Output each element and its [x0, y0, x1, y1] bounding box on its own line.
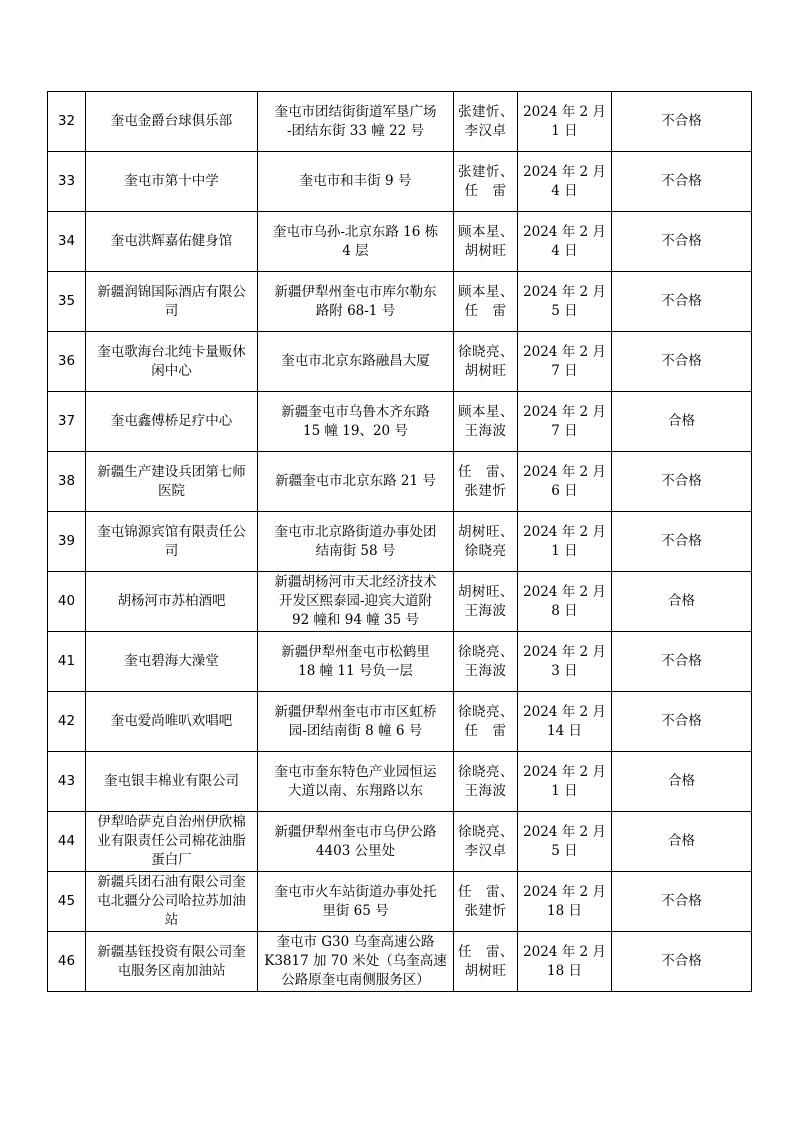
inspectors-line: 王海波: [464, 422, 507, 439]
address-line: 开发区熙泰园-迎宾大道附: [278, 593, 433, 609]
inspection-date-cell: [518, 392, 612, 452]
inspectors-line: 张建忻: [464, 482, 507, 499]
entity-name-line: 蛋白厂: [151, 852, 192, 868]
table-row: [48, 692, 752, 752]
inspection-date-cell: [518, 932, 612, 992]
entity-name-line: 闲中心: [151, 362, 192, 379]
inspection-date-cell: [518, 152, 612, 212]
inspection-date-cell: [518, 752, 612, 812]
result-cell: 不合格: [612, 512, 752, 572]
address-line: 奎屯市 G30 乌奎高速公路: [276, 934, 435, 950]
address-cell: [258, 932, 454, 992]
address-line: 奎屯市乌孙-北京东路 16 栋: [272, 223, 439, 240]
inspectors-line: 胡树旺、: [458, 523, 514, 540]
table-row: [48, 452, 752, 512]
entity-name-line: 站: [164, 912, 179, 928]
table-row: [48, 152, 752, 212]
entity-name-line: 奎屯银丰棉业有限公司: [104, 773, 239, 789]
inspection-date-cell: [518, 872, 612, 932]
inspectors-cell: [454, 632, 518, 692]
entity-name-cell: [86, 512, 258, 572]
inspection-date-line: 14 日: [547, 722, 582, 739]
entity-name-cell: [86, 812, 258, 872]
inspection-table-body: [48, 92, 752, 992]
address-line: 新疆伊犁州奎屯市市区虹桥: [274, 703, 437, 720]
result-cell: 合格: [612, 812, 752, 872]
inspectors-line: 徐晓亮: [464, 542, 507, 559]
entity-name-cell: [86, 572, 258, 632]
inspection-date-line: 2024 年 2 月: [523, 463, 606, 480]
entity-name-line: 奎屯洪辉嘉佑健身馆: [110, 233, 233, 249]
table-row: [48, 92, 752, 152]
entity-name-line: 业有限责任公司棉花油脂: [97, 833, 246, 849]
result-cell: 不合格: [612, 452, 752, 512]
inspection-table: [47, 91, 752, 992]
inspectors-cell: [454, 572, 518, 632]
inspectors-cell: [454, 272, 518, 332]
inspectors-line: 任 雷: [464, 182, 507, 199]
address-cell: [258, 452, 454, 512]
address-line: 新疆奎屯市乌鲁木齐东路: [281, 403, 430, 420]
address-cell: [258, 872, 454, 932]
inspectors-line: 顾本星、: [458, 403, 514, 420]
inspectors-line: 顾本星、: [458, 283, 514, 300]
entity-name-cell: [86, 632, 258, 692]
inspection-date-cell: [518, 332, 612, 392]
row-number-cell: 45: [48, 872, 86, 932]
address-line: 奎屯市火车站街道办事处托: [274, 883, 437, 900]
address-line: 15 幢 19、20 号: [303, 422, 408, 439]
row-number-cell: 46: [48, 932, 86, 992]
inspectors-line: 胡树旺、: [458, 583, 514, 600]
inspectors-cell: [454, 212, 518, 272]
inspection-date-cell: [518, 452, 612, 512]
inspectors-cell: [454, 812, 518, 872]
address-cell: [258, 512, 454, 572]
result-cell: 不合格: [612, 692, 752, 752]
address-line: 结南街 58 号: [315, 542, 396, 559]
entity-name-cell: [86, 392, 258, 452]
address-cell: [258, 332, 454, 392]
entity-name-line: 屯北疆分公司哈拉苏加油: [97, 893, 246, 909]
entity-name-line: 司: [164, 302, 179, 319]
entity-name-line: 胡杨河市苏柏酒吧: [117, 593, 226, 609]
inspectors-line: 张建忻、: [458, 103, 514, 120]
entity-name-cell: [86, 92, 258, 152]
result-cell: 不合格: [612, 932, 752, 992]
table-row: [48, 332, 752, 392]
inspectors-line: 任 雷: [464, 302, 507, 319]
inspectors-line: 王海波: [464, 602, 507, 619]
row-number-cell: 44: [48, 812, 86, 872]
entity-name-cell: [86, 752, 258, 812]
entity-name-line: 奎屯市第十中学: [124, 173, 219, 189]
address-line: 公路原奎屯南侧服务区）: [281, 972, 430, 988]
inspection-date-line: 5 日: [551, 302, 578, 319]
entity-name-cell: [86, 332, 258, 392]
inspectors-line: 胡树旺: [464, 362, 507, 379]
address-cell: [258, 92, 454, 152]
inspectors-line: 顾本星、: [458, 223, 514, 240]
address-line: 新疆伊犁州奎屯市库尔勒东: [274, 283, 437, 300]
address-cell: [258, 152, 454, 212]
inspectors-line: 张建忻: [464, 902, 507, 919]
entity-name-line: 新疆兵团石油有限公司奎: [97, 874, 246, 890]
address-line: 奎屯市北京路街道办事处团: [274, 523, 437, 540]
inspection-date-line: 2024 年 2 月: [523, 703, 606, 720]
result-cell: 不合格: [612, 212, 752, 272]
result-cell: 不合格: [612, 332, 752, 392]
entity-name-line: 新疆润锦国际酒店有限公: [97, 283, 246, 300]
inspection-date-line: 2024 年 2 月: [523, 883, 606, 900]
inspectors-cell: [454, 92, 518, 152]
inspection-date-line: 1 日: [551, 122, 578, 139]
inspectors-cell: [454, 752, 518, 812]
inspection-date-line: 7 日: [551, 362, 578, 379]
table-row: [48, 572, 752, 632]
row-number-cell: 41: [48, 632, 86, 692]
address-cell: [258, 632, 454, 692]
inspectors-line: 李汉卓: [464, 842, 507, 859]
inspectors-cell: [454, 872, 518, 932]
inspection-date-line: 2024 年 2 月: [523, 163, 606, 180]
inspection-date-line: 6 日: [551, 482, 578, 499]
address-line: 奎屯市奎东特色产业园恒运: [274, 763, 437, 780]
row-number-cell: 33: [48, 152, 86, 212]
table-row: [48, 812, 752, 872]
address-line: -团结东街 33 幢 22 号: [286, 122, 425, 139]
inspectors-cell: [454, 692, 518, 752]
entity-name-line: 奎屯金爵台球俱乐部: [110, 113, 233, 129]
row-number-cell: 38: [48, 452, 86, 512]
inspection-date-line: 2024 年 2 月: [523, 283, 606, 300]
address-line: 奎屯市北京东路融昌大厦: [281, 353, 430, 369]
inspection-date-line: 2024 年 2 月: [523, 343, 606, 360]
address-cell: [258, 692, 454, 752]
address-cell: [258, 392, 454, 452]
address-line: 路附 68-1 号: [315, 302, 396, 319]
inspection-date-line: 2024 年 2 月: [523, 523, 606, 540]
inspectors-line: 胡树旺: [464, 962, 507, 979]
table-row: [48, 632, 752, 692]
address-line: 里街 65 号: [322, 902, 389, 919]
entity-name-line: 屯服务区南加油站: [117, 962, 226, 979]
row-number-cell: 34: [48, 212, 86, 272]
inspectors-line: 胡树旺: [464, 242, 507, 259]
entity-name-line: 新疆生产建设兵团第七师: [97, 463, 246, 480]
address-line: 18 幢 11 号负一层: [298, 662, 413, 679]
row-number-cell: 36: [48, 332, 86, 392]
inspection-date-line: 2024 年 2 月: [523, 403, 606, 420]
address-line: 4403 公里处: [315, 842, 396, 859]
row-number-cell: 40: [48, 572, 86, 632]
inspectors-line: 任 雷、: [458, 943, 514, 960]
inspectors-line: 任 雷、: [458, 883, 514, 900]
inspectors-cell: [454, 932, 518, 992]
result-cell: 不合格: [612, 632, 752, 692]
table-row: [48, 392, 752, 452]
entity-name-cell: [86, 212, 258, 272]
inspectors-line: 张建忻、: [458, 163, 514, 180]
result-cell: 合格: [612, 572, 752, 632]
inspection-date-line: 8 日: [551, 602, 578, 619]
result-cell: 合格: [612, 752, 752, 812]
address-line: 大道以南、东翔路以东: [288, 782, 423, 799]
entity-name-line: 新疆基钰投资有限公司奎: [97, 943, 246, 960]
entity-name-line: 司: [164, 542, 179, 559]
entity-name-line: 奎屯爱尚唯叭欢唱吧: [110, 713, 233, 729]
address-line: 新疆奎屯市北京东路 21 号: [275, 473, 436, 489]
inspectors-cell: [454, 512, 518, 572]
inspection-date-line: 3 日: [551, 662, 578, 679]
inspectors-line: 王海波: [464, 662, 507, 679]
inspectors-line: 徐晓亮、: [458, 763, 514, 780]
entity-name-cell: [86, 272, 258, 332]
address-cell: [258, 212, 454, 272]
row-number-cell: 39: [48, 512, 86, 572]
inspection-date-cell: [518, 212, 612, 272]
inspection-date-line: 7 日: [551, 422, 578, 439]
inspection-date-line: 1 日: [551, 782, 578, 799]
inspection-date-cell: [518, 512, 612, 572]
address-line: 奎屯市团结街街道军垦广场: [274, 103, 437, 120]
inspection-date-line: 18 日: [547, 962, 582, 979]
table-row: [48, 512, 752, 572]
inspection-date-cell: [518, 632, 612, 692]
table-row: [48, 212, 752, 272]
table-row: [48, 272, 752, 332]
inspectors-cell: [454, 452, 518, 512]
address-cell: [258, 752, 454, 812]
inspectors-line: 徐晓亮、: [458, 643, 514, 660]
entity-name-cell: [86, 692, 258, 752]
address-cell: [258, 572, 454, 632]
inspection-date-cell: [518, 812, 612, 872]
inspection-date-line: 2024 年 2 月: [523, 763, 606, 780]
entity-name-line: 奎屯歌海台北纯卡量贩休: [97, 343, 246, 360]
result-cell: 不合格: [612, 872, 752, 932]
inspection-date-line: 1 日: [551, 542, 578, 559]
inspection-date-line: 2024 年 2 月: [523, 943, 606, 960]
entity-name-line: 奎屯碧海大澡堂: [124, 653, 219, 669]
inspection-date-line: 4 日: [551, 242, 578, 259]
address-cell: [258, 272, 454, 332]
row-number-cell: 42: [48, 692, 86, 752]
entity-name-cell: [86, 932, 258, 992]
inspection-date-line: 2024 年 2 月: [523, 823, 606, 840]
inspectors-line: 李汉卓: [464, 122, 507, 139]
inspection-date-line: 2024 年 2 月: [523, 223, 606, 240]
address-line: K3817 加 70 米处（乌奎高速: [264, 953, 447, 969]
inspectors-cell: [454, 152, 518, 212]
row-number-cell: 37: [48, 392, 86, 452]
address-line: 新疆胡杨河市天北经济技术: [274, 574, 437, 590]
inspectors-line: 王海波: [464, 782, 507, 799]
inspectors-line: 徐晓亮、: [458, 703, 514, 720]
inspection-date-line: 18 日: [547, 902, 582, 919]
inspectors-cell: [454, 332, 518, 392]
entity-name-line: 奎屯鑫傅桥足疗中心: [110, 413, 233, 429]
entity-name-line: 奎屯锦源宾馆有限责任公: [97, 523, 246, 540]
result-cell: 不合格: [612, 92, 752, 152]
entity-name-line: 伊犁哈萨克自治州伊欣棉: [97, 814, 246, 830]
inspectors-cell: [454, 392, 518, 452]
inspectors-line: 徐晓亮、: [458, 823, 514, 840]
inspection-date-line: 4 日: [551, 182, 578, 199]
inspectors-line: 任 雷: [464, 722, 507, 739]
inspectors-line: 任 雷、: [458, 463, 514, 480]
inspection-date-line: 5 日: [551, 842, 578, 859]
inspection-date-cell: [518, 92, 612, 152]
inspection-date-line: 2024 年 2 月: [523, 643, 606, 660]
inspection-date-cell: [518, 572, 612, 632]
entity-name-cell: [86, 452, 258, 512]
address-line: 新疆伊犁州奎屯市乌伊公路: [274, 823, 437, 840]
address-line: 奎屯市和丰街 9 号: [299, 173, 412, 189]
result-cell: 合格: [612, 392, 752, 452]
inspection-date-line: 2024 年 2 月: [523, 103, 606, 120]
inspection-date-line: 2024 年 2 月: [523, 583, 606, 600]
inspectors-line: 徐晓亮、: [458, 343, 514, 360]
table-row: [48, 752, 752, 812]
inspection-date-cell: [518, 272, 612, 332]
address-line: 新疆伊犁州奎屯市松鹤里: [281, 643, 430, 660]
entity-name-cell: [86, 872, 258, 932]
row-number-cell: 32: [48, 92, 86, 152]
table-row: [48, 932, 752, 992]
entity-name-line: 医院: [158, 482, 185, 499]
result-cell: 不合格: [612, 272, 752, 332]
address-line: 4 层: [342, 242, 369, 259]
table-row: [48, 872, 752, 932]
entity-name-cell: [86, 152, 258, 212]
address-line: 92 幢和 94 幢 35 号: [292, 612, 419, 628]
inspection-date-cell: [518, 692, 612, 752]
row-number-cell: 43: [48, 752, 86, 812]
row-number-cell: 35: [48, 272, 86, 332]
result-cell: 不合格: [612, 152, 752, 212]
address-line: 园-团结南街 8 幢 6 号: [288, 722, 423, 739]
address-cell: [258, 812, 454, 872]
